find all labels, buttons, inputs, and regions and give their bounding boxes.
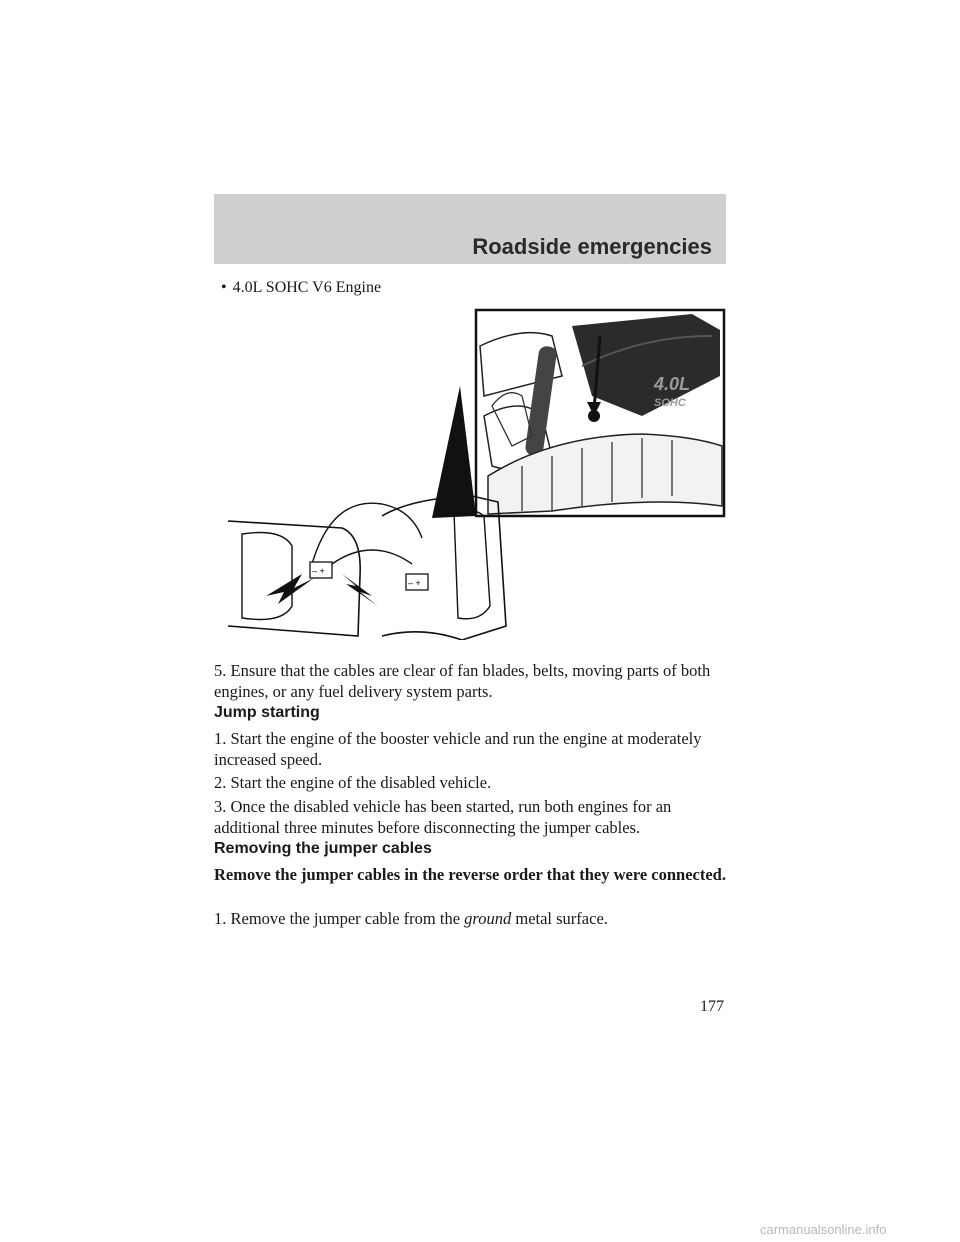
remove-step-1-ground: ground bbox=[464, 909, 512, 928]
spark-left bbox=[266, 574, 314, 604]
reverse-order-note bbox=[214, 864, 734, 885]
jump-step-2-text: 2. Start the engine of the disabled vehicle. bbox=[214, 773, 492, 792]
battery-disabled-label: – + bbox=[408, 578, 421, 588]
bullet-symbol: • bbox=[221, 279, 227, 296]
battery-booster-label: – + bbox=[312, 566, 325, 576]
jump-step-3 bbox=[214, 796, 734, 838]
section-header-band bbox=[214, 194, 726, 264]
step-5-paragraph bbox=[214, 660, 734, 702]
remove-step-1-text-a: 1. Remove the jumper cable from the bbox=[214, 909, 465, 928]
jump-step-1-text: 1. Start the engine of the booster vehicle and run the engine at moderately increased speed. bbox=[214, 729, 702, 769]
removing-cables-heading: Removing the jumper cables bbox=[214, 840, 432, 857]
jump-starting-heading: Jump starting bbox=[214, 704, 320, 721]
jumper-cable-negative bbox=[332, 550, 412, 564]
remove-step-1-text-b: metal surface. bbox=[511, 909, 608, 928]
jump-step-1 bbox=[214, 728, 734, 770]
engine-inset bbox=[432, 310, 724, 518]
engine-bullet bbox=[221, 279, 381, 297]
engine-badge-sohc: SOHC bbox=[654, 397, 686, 409]
section-title: Roadside emergencies bbox=[472, 234, 712, 259]
jumper-cable-positive bbox=[312, 503, 422, 564]
remove-step-1 bbox=[214, 908, 734, 929]
jump-start-illustration bbox=[222, 306, 728, 640]
step-5-text: 5. Ensure that the cables are clear of fan blades, belts, moving parts of both engines, or any fuel delivery system parts. bbox=[214, 661, 711, 701]
page-number: 177 bbox=[700, 998, 724, 1015]
vehicles bbox=[228, 496, 506, 640]
reverse-order-note-text: Remove the jumper cables in the reverse order that they were connected. bbox=[214, 865, 726, 884]
watermark: carmanualsonline.info bbox=[760, 1222, 887, 1237]
bullet-text: 4.0L SOHC V6 Engine bbox=[232, 279, 382, 296]
engine-badge-displacement: 4.0L bbox=[654, 374, 691, 394]
jump-step-3-text: 3. Once the disabled vehicle has been started, run both engines for an additional three minutes before disconnecting the jumper cables. bbox=[214, 797, 672, 837]
jump-step-2 bbox=[214, 772, 734, 793]
